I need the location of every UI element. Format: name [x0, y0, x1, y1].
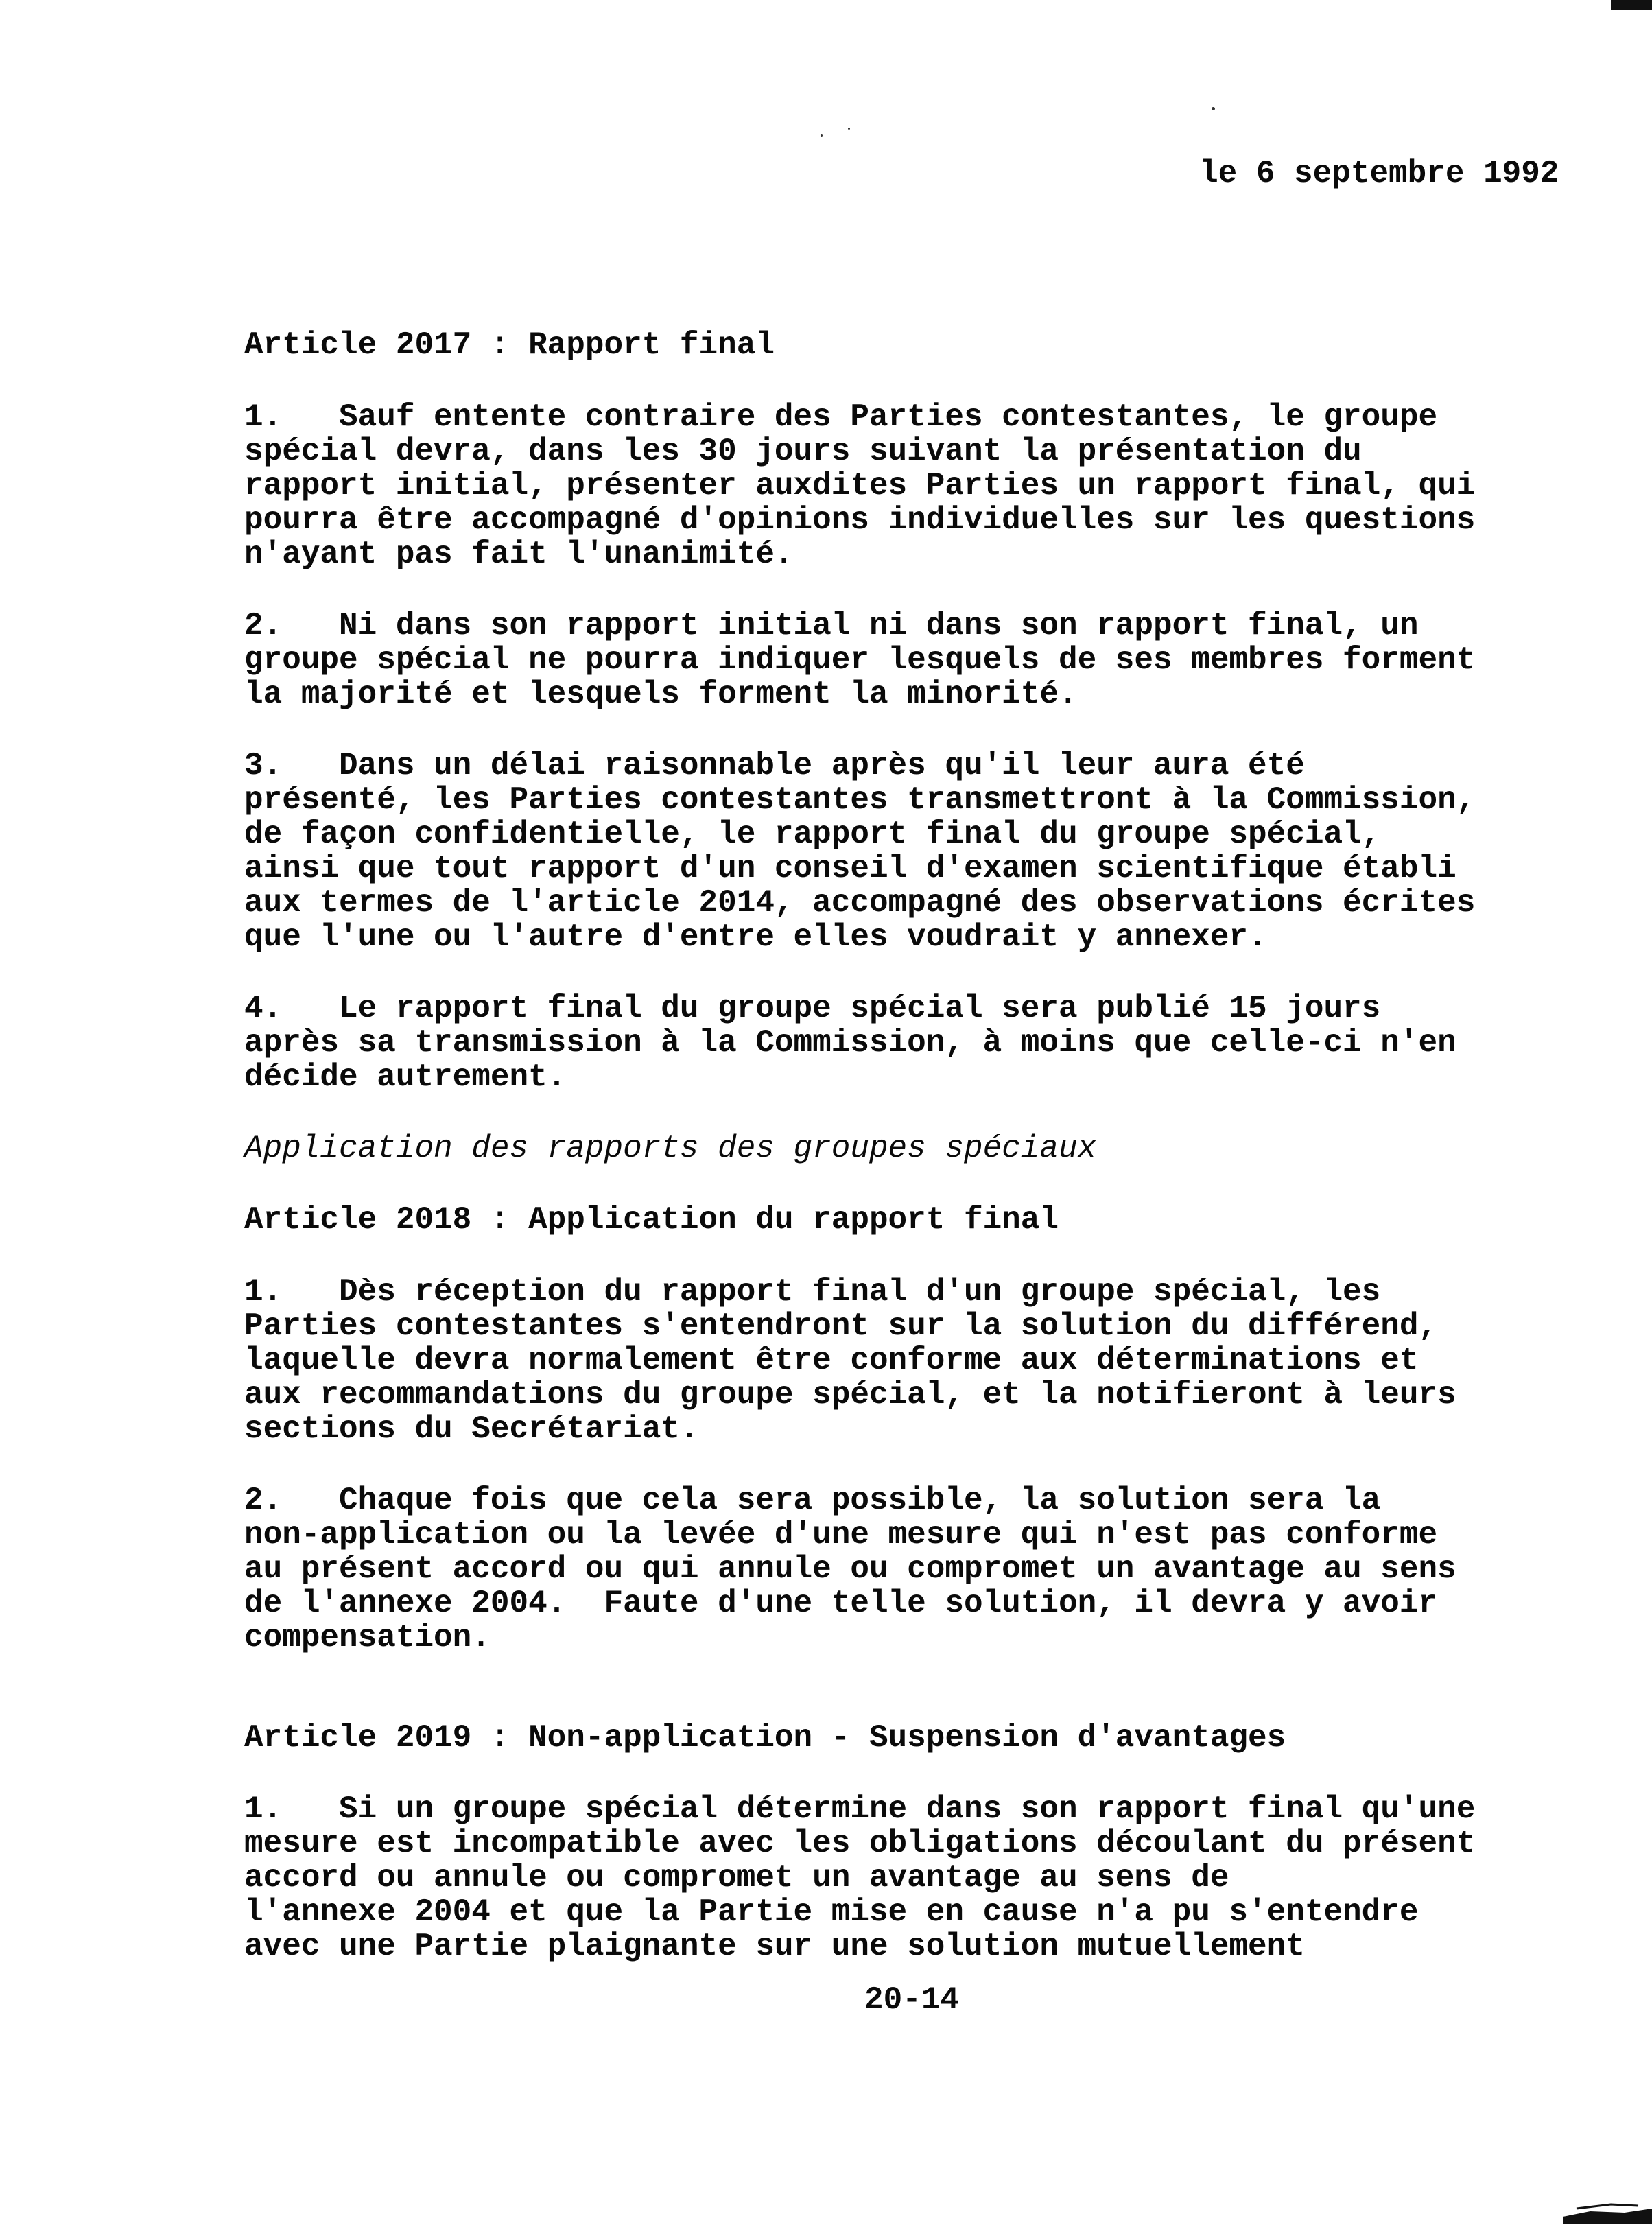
- text-line: aux termes de l'article 2014, accompagné des observations écrites: [244, 884, 1476, 921]
- text-line: aux recommandations du groupe spécial, et la notifieront à leurs: [244, 1376, 1456, 1413]
- text-line: groupe spécial ne pourra indiquer lesquels de ses membres forment: [244, 642, 1476, 678]
- text-line: 1. Dès réception du rapport final d'un groupe spécial, les: [244, 1273, 1381, 1310]
- text-line: de l'annexe 2004. Faute d'une telle solution, il devra y avoir: [244, 1585, 1438, 1621]
- text-line: après sa transmission à la Commission, à moins que celle-ci n'en: [244, 1024, 1456, 1061]
- paragraph: [244, 1275, 1603, 1446]
- text-line: 1. Sauf entente contraire des Parties contestantes, le groupe: [244, 399, 1438, 435]
- scan-speck: [821, 134, 823, 137]
- article-heading: Article 2019 : Non-application - Suspension d'avantages: [244, 1719, 1286, 1756]
- text-line: mesure est incompatible avec les obligations découlant du présent: [244, 1826, 1476, 1862]
- text-line: 2. Ni dans son rapport initial ni dans son rapport final, un: [244, 607, 1419, 644]
- text-line: 2. Chaque fois que cela sera possible, la solution sera la: [244, 1482, 1381, 1518]
- scan-speck: [1212, 107, 1215, 110]
- paragraph: [244, 991, 1603, 1094]
- text-line: 3. Dans un délai raisonnable après qu'il leur aura été: [244, 747, 1305, 784]
- document-date: le 6 septembre 1992: [1199, 156, 1559, 191]
- text-line: décide autrement.: [244, 1059, 567, 1095]
- scan-speck: [848, 128, 850, 130]
- paragraph: [244, 400, 1603, 572]
- text-line: sections du Secrétariat.: [244, 1411, 699, 1447]
- text-line: non-application ou la levée d'une mesure qui n'est pas conforme: [244, 1516, 1438, 1553]
- text-line: compensation.: [244, 1619, 491, 1656]
- section-title: Application des rapports des groupes spéciaux: [244, 1130, 1097, 1166]
- text-line: présenté, les Parties contestantes transmettront à la Commission,: [244, 781, 1476, 818]
- text-line: la majorité et lesquels forment la minorité.: [244, 676, 1078, 712]
- document-body: [244, 328, 1603, 2001]
- text-line: 4. Le rapport final du groupe spécial sera publié 15 jours: [244, 990, 1381, 1026]
- text-line: accord ou annule ou compromet un avantage au sens de: [244, 1860, 1229, 1896]
- text-line: l'annexe 2004 et que la Partie mise en cause n'a pu s'entendre: [244, 1894, 1419, 1931]
- text-line: pourra être accompagné d'opinions individuelles sur les questions: [244, 502, 1476, 538]
- text-line: Parties contestantes s'entendront sur la solution du différend,: [244, 1308, 1438, 1344]
- text-line: de façon confidentielle, le rapport final du groupe spécial,: [244, 816, 1381, 852]
- paragraph: [244, 609, 1603, 711]
- text-line: 1. Si un groupe spécial détermine dans son rapport final qu'une: [244, 1791, 1476, 1828]
- article-heading: Article 2017 : Rapport final: [244, 327, 775, 363]
- scan-edge-mark: [1611, 0, 1652, 10]
- page-number: 20-14: [864, 1982, 960, 2018]
- text-line: au présent accord ou qui annule ou compromet un avantage au sens: [244, 1551, 1456, 1587]
- text-line: que l'une ou l'autre d'entre elles voudrait y annexer.: [244, 919, 1267, 955]
- scan-corner-mark: [1563, 2196, 1652, 2224]
- article-heading: Article 2018 : Application du rapport final: [244, 1202, 1059, 1238]
- text-line: spécial devra, dans les 30 jours suivant la présentation du: [244, 433, 1362, 469]
- paragraph: [244, 1483, 1603, 1655]
- text-line: laquelle devra normalement être conforme aux déterminations et: [244, 1342, 1419, 1378]
- text-line: ainsi que tout rapport d'un conseil d'examen scientifique établi: [244, 850, 1456, 886]
- text-line: rapport initial, présenter auxdites Parties un rapport final, qui: [244, 467, 1476, 504]
- text-line: avec une Partie plaignante sur une solution mutuellement: [244, 1929, 1305, 1965]
- text-line: n'ayant pas fait l'unanimité.: [244, 536, 794, 572]
- paragraph: [244, 1792, 1603, 1964]
- paragraph: [244, 749, 1603, 954]
